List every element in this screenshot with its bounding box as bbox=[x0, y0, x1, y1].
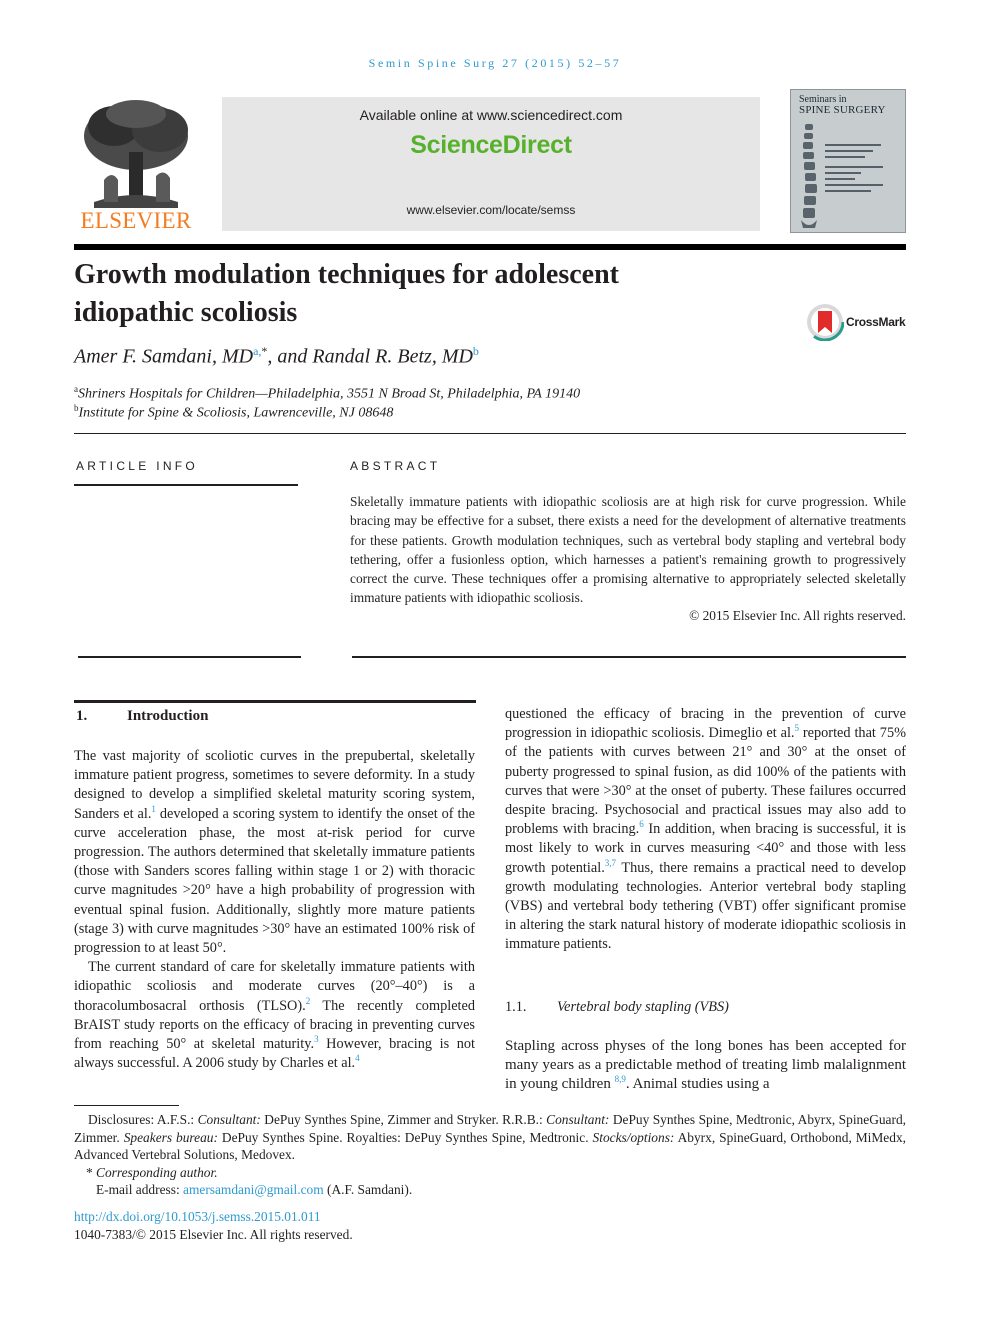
citation-link[interactable]: 1 bbox=[151, 803, 156, 814]
citation-link[interactable]: 3 bbox=[314, 1034, 319, 1045]
cover-text-line bbox=[825, 150, 873, 152]
crossmark-icon bbox=[806, 303, 844, 341]
citation-link[interactable]: 3,7 bbox=[604, 857, 617, 868]
footnotes bbox=[74, 1111, 906, 1199]
paragraph: The vast majority of scoliotic curves in the prepubertal, skeletally immature patient progress, sometimes to severe deformity. In a study designed to develop a simplified skeletal maturity scoring system, Sanders et al.$^1$ developed a scoring system to identify the onset of the curve acceleration phase, the most at-risk period for curve progression. The authors determined that skeletally immature patients (those with Sanders scores falling within stage 1 or 2) with thoracic curve magnitudes >20° have a high probability of progression with eventual spinal fusion. Additionally, slightly more mature patients (stage 3) with curve magnitudes >30° have an estimated 100% risk of progression to at least 50°. bbox=[74, 748, 475, 957]
cover-text-line bbox=[825, 156, 865, 158]
disclosures: Disclosures: A.F.S.: Consultant: DePuy Synthes Spine, Zimmer and Stryker. R.R.B.: Consultant: DePuy Synthes Spine, Medtronic, Abyrx, SpineGuard, Zimmer. Speakers bureau: DePuy Synthes Spine. Royalties: DePuy Synthes Spine, Medtronic. Stocks/options: Abyrx, SpineGuard, Orthobond, MiMedx, Advanced Vertebral Solutions, Medovex. bbox=[74, 1112, 906, 1162]
cover-text-line bbox=[825, 144, 881, 146]
paragraph: Stapling across physes of the long bones has been accepted for many years as a predictable method of treating limb malalignment in young children $^{8,9}$. Animal studies using a bbox=[505, 1038, 906, 1093]
cover-text-line bbox=[825, 190, 871, 192]
sciencedirect-logo: ScienceDirect bbox=[410, 131, 572, 159]
subsection-number: 1.1. bbox=[505, 999, 527, 1015]
cover-text-line bbox=[825, 184, 883, 186]
affiliation-a: $^a$Shriners Hospitals for Children—Philadelphia, 3551 N Broad St, Philadelphia, PA 19140 bbox=[74, 384, 581, 402]
cover-title: Seminars in SPINE SURGERY bbox=[799, 94, 886, 116]
cover-text-line bbox=[825, 166, 883, 168]
right-column bbox=[505, 705, 906, 955]
issn-copyright: 1040-7383/© 2015 Elsevier Inc. All rights reserved. bbox=[74, 1226, 353, 1242]
doi-block bbox=[74, 1208, 353, 1243]
email-note: E-mail address: amersamdani@gmail.com (A.F. Samdani). bbox=[96, 1182, 413, 1197]
corresponding-mark[interactable]: * bbox=[261, 344, 268, 358]
available-online-text: Available online at www.sciencedirect.com bbox=[359, 107, 623, 123]
right-column-continued bbox=[505, 1037, 906, 1095]
abstract-heading: ABSTRACT bbox=[350, 459, 441, 473]
abstract-bottom-rule bbox=[352, 656, 906, 658]
citation-link[interactable]: 6 bbox=[639, 819, 644, 830]
header-rule bbox=[74, 244, 906, 250]
doi-link[interactable]: http://dx.doi.org/10.1053/j.semss.2015.01.011 bbox=[74, 1209, 321, 1224]
author-2: , and Randal R. Betz, MD bbox=[267, 345, 473, 368]
paragraph: The current standard of care for skeletally immature patients with idiopathic scoliosis and moderate curves (20°–40°) is a thoracolumbosacral orthosis (TLSO).$^2$ The recently completed BrAIST study reports on the efficacy of bracing in preventing curves from reaching 50° at skeletal maturity.$^3$ However, bracing is not always successful. A 2006 study by Charles et al.$^4$ bbox=[74, 959, 476, 1072]
left-column bbox=[74, 747, 475, 1073]
citation-link[interactable]: 8,9 bbox=[614, 1074, 626, 1085]
journal-cover bbox=[790, 89, 906, 233]
email-link[interactable]: amersamdani@gmail.com bbox=[183, 1182, 324, 1197]
abstract-copyright: © 2015 Elsevier Inc. All rights reserved. bbox=[689, 608, 906, 623]
section-number: 1. bbox=[76, 708, 88, 724]
elsevier-wordmark: ELSEVIER bbox=[80, 208, 192, 233]
footnote-rule bbox=[74, 1105, 179, 1106]
divider bbox=[74, 433, 906, 434]
article-info-heading: ARTICLE INFO bbox=[76, 459, 199, 473]
author-1-affil-link[interactable]: a, bbox=[253, 344, 262, 358]
affiliation-b: $^b$Institute for Spine & Scoliosis, Lawrenceville, NJ 08648 bbox=[74, 403, 394, 421]
article-title: Growth modulation techniques for adolescent idiopathic scoliosis bbox=[74, 259, 619, 328]
subsection-title-vbs: Vertebral body stapling (VBS) bbox=[557, 999, 729, 1015]
article-info-bottom-rule bbox=[78, 656, 301, 658]
running-head: Semin Spine Surg 27 (2015) 52–57 bbox=[368, 56, 622, 70]
journal-url[interactable]: www.elsevier.com/locate/semss bbox=[406, 203, 576, 217]
sciencedirect-banner bbox=[222, 97, 760, 231]
crossmark-label: CrossMark bbox=[846, 315, 906, 329]
section-rule bbox=[74, 700, 476, 703]
author-list bbox=[74, 344, 479, 369]
cover-text-line bbox=[825, 172, 861, 174]
cover-text-line bbox=[825, 178, 855, 180]
corresponding-author-note: * Corresponding author. bbox=[86, 1164, 218, 1180]
citation-link[interactable]: 2 bbox=[305, 995, 311, 1006]
paragraph: questioned the efficacy of bracing in the prevention of curve progression in idiopathic scoliosis. Dimeglio et al.$^5$ reported that 75% of the patients with curves between 21° and 30° at the onset of puberty progressed to spinal fusion, as did 100% of the patients with curves that were >30° at the onset of puberty. These failures occurred despite bracing. Psychosocial and practical issues may also add to problems with bracing.$^6$ In addition, when bracing is successful, it is most likely to work in curves measuring <40° and those with less growth potential.$^{3,7}$ Thus, there remains a practical need to develop growth modulating technologies. Anterior vertebral body stapling (VBS) and vertebral body tethering (VBT) offer significant promise in altering the stark natural history of moderate idiopathic scoliosis in immature patients. bbox=[505, 706, 906, 953]
citation-link[interactable]: 5 bbox=[794, 723, 799, 734]
citation-link[interactable]: 4 bbox=[355, 1053, 360, 1064]
article-info-rule bbox=[74, 484, 298, 486]
spine-image-icon bbox=[797, 122, 821, 230]
section-title-introduction: Introduction bbox=[127, 708, 209, 724]
crossmark-button[interactable] bbox=[806, 303, 912, 341]
author-2-affil-link[interactable]: b bbox=[472, 344, 479, 358]
author-1: Amer F. Samdani, MD bbox=[74, 345, 254, 368]
abstract-text: Skeletally immature patients with idiopathic scoliosis are at high risk for curve progression. While bracing may be effective for a subset, there exists a need for the development of alternative treatments for these patients. Growth modulation techniques, such as vertebral body stapling and vertebral body tethering, offer a fusionless option, which harnesses a patient's remaining growth to progressively correct the curve. These techniques offer a promising alternative to appropriately selected skeletally immature patients with idiopathic scoliosis. bbox=[350, 494, 906, 606]
